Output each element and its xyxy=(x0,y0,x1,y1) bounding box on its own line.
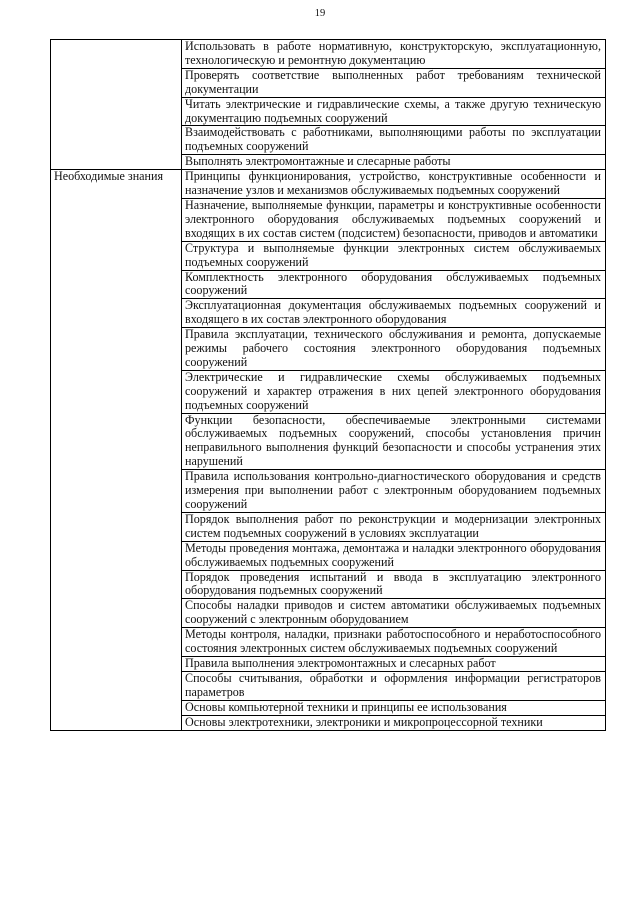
requirement-item: Методы проведения монтажа, демонтажа и наладки электронного оборудования обслуживаемых подъемных сооружений xyxy=(182,541,606,570)
requirement-item: Правила эксплуатации, технического обслуживания и ремонта, допускаемые режимы рабочего состояния электронного оборудования подъемных сооружений xyxy=(182,328,606,371)
requirement-item: Назначение, выполняемые функции, параметры и конструктивные особенности электронного оборудования обслуживаемых подъемных сооружений и входящих в их состав систем (подсистем) безопасности, приводов и автоматики xyxy=(182,198,606,241)
requirement-item: Методы контроля, наладки, признаки работоспособного и неработоспособного состояния электронных систем обслуживаемых подъемных сооружений xyxy=(182,628,606,657)
requirement-item: Правила использования контрольно-диагностического оборудования и средств измерения при выполнении работ с электронным оборудованием подъемных сооружений xyxy=(182,470,606,513)
requirements-table xyxy=(50,39,606,731)
requirement-item: Основы компьютерной техники и принципы ее использования xyxy=(182,700,606,715)
requirement-item: Порядок выполнения работ по реконструкции и модернизации электронных систем подъемных сооружений в условиях эксплуатации xyxy=(182,512,606,541)
requirement-item: Правила выполнения электромонтажных и слесарных работ xyxy=(182,656,606,671)
requirements-table-body xyxy=(51,40,606,731)
requirement-item: Структура и выполняемые функции электронных систем обслуживаемых подъемных сооружений xyxy=(182,241,606,270)
section-label: Необходимые знания xyxy=(51,170,182,730)
requirement-item: Использовать в работе нормативную, конструкторскую, эксплуатационную, технологическую и ремонтную документацию xyxy=(182,40,606,69)
page-number: 19 xyxy=(314,8,326,19)
requirement-item: Комплектность электронного оборудования обслуживаемых подъемных сооружений xyxy=(182,270,606,299)
requirement-item: Способы считывания, обработки и оформления информации регистраторов параметров xyxy=(182,671,606,700)
requirement-item: Взаимодействовать с работниками, выполняющими работы по эксплуатации подъемных сооружений xyxy=(182,126,606,155)
requirement-item: Читать электрические и гидравлические схемы, а также другую техническую документацию подъемных сооружений xyxy=(182,97,606,126)
requirement-item: Проверять соответствие выполненных работ требованиям технической документации xyxy=(182,68,606,97)
requirement-item: Основы электротехники, электроники и микропроцессорной техники xyxy=(182,715,606,730)
section-label xyxy=(51,40,182,170)
requirement-item: Выполнять электромонтажные и слесарные работы xyxy=(182,155,606,170)
table-row xyxy=(51,170,606,199)
table-row xyxy=(51,40,606,69)
requirement-item: Электрические и гидравлические схемы обслуживаемых подъемных сооружений и характер отражения в них цепей электронного оборудования подъемных сооружений xyxy=(182,370,606,413)
requirement-item: Эксплуатационная документация обслуживаемых подъемных сооружений и входящего в их состав электронного оборудования xyxy=(182,299,606,328)
requirement-item: Функции безопасности, обеспечиваемые электронными системами обслуживаемых подъемных сооружений, способы установления причин неправильного выполнения функций безопасности и способы устранения этих нарушений xyxy=(182,413,606,470)
requirement-item: Принципы функционирования, устройство, конструктивные особенности и назначение узлов и механизмов обслуживаемых подъемных сооружений xyxy=(182,170,606,199)
requirement-item: Способы наладки приводов и систем автоматики обслуживаемых подъемных сооружений с электронным оборудованием xyxy=(182,599,606,628)
requirement-item: Порядок проведения испытаний и ввода в эксплуатацию электронного оборудования подъемных сооружений xyxy=(182,570,606,599)
